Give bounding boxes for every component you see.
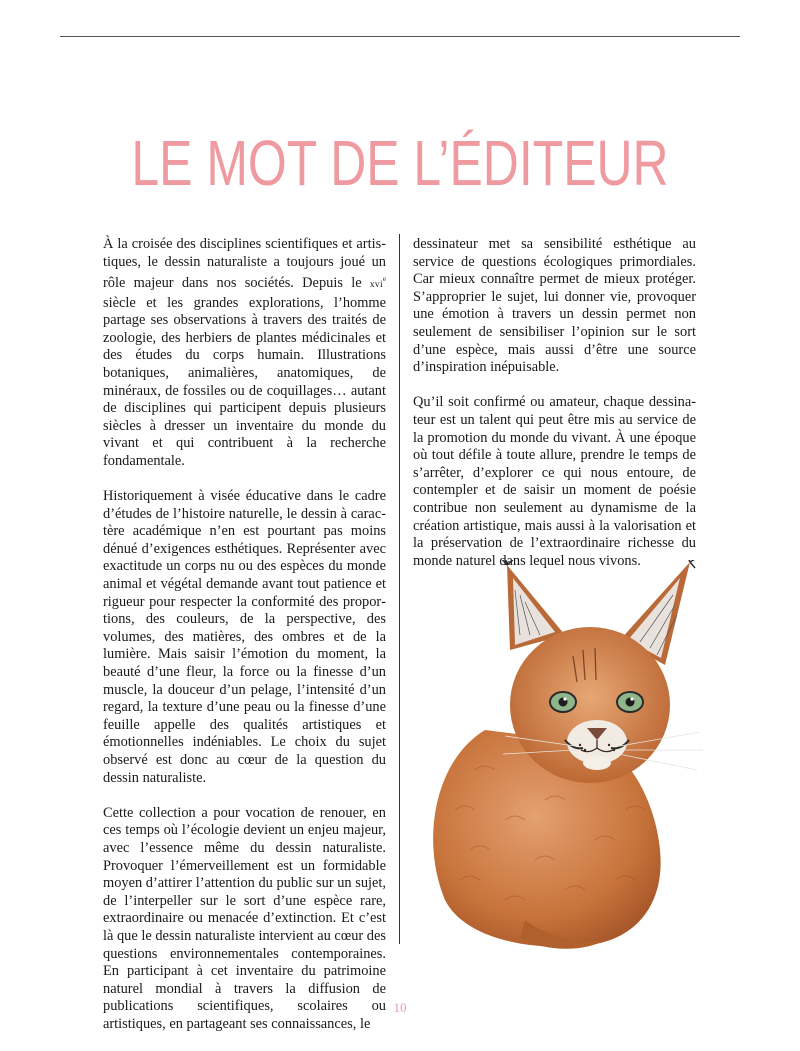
page-title: LE MOT DE L’ÉDITEUR xyxy=(131,126,669,199)
paragraph: Qu’il soit confirmé ou amateur, chaque dessinateur est un talent qui peut être mis au service de la promotion du monde du vivant. À une époque où tout défile à toute allure, prendre le temps de s’arrêter, d’explorer ce qui nous entoure, de contempler et de saisir un moment de poésie contribue non seulement au dynamisme de la création artistique, mais aussi à la valorisation et la préservation de l’extraordinaire richesse du monde naturel dans lequel nous vivons. xyxy=(413,394,696,569)
text-run: siècle et les grandes explorations, l’homme partage ses observations à travers des traités de zoologie, des herbiers de plantes médicinales et des études du corps humain. Illustrations botaniques, animalières, anatomiques, de minéraux, de fossiles ou de coquillages… autant de disciplines qui participent depuis plusieurs siècles à dresser un inventaire du monde du vivant et qui contribuent à la recherche fondamentale. xyxy=(103,294,386,469)
paragraph: dessinateur met sa sensibilité esthétique au service de questions écologiques primordiales. Car mieux connaître permet de mieux protéger. S’approprier le sujet, lui donner vie, provoquer une émotion à travers un dessin permet non seulement de sensibiliser l’opinion sur le sort d’une espèce, mais aussi d’être une source d’inspiration inépuisable. xyxy=(413,236,696,376)
caracal-kitten-icon xyxy=(415,560,705,950)
page-number: 10 xyxy=(393,1000,407,1015)
paragraph: Cette collection a pour vocation de renouer, en ces temps où l’écologie devient un enjeu majeur, avec l’essence même du dessin naturaliste. Provoquer l’émerveillement est un formidable moyen d’attirer l’attention du public sur un sujet, de l’interpeller sur le sort d’une espèce rare, extraordinaire ou menacée d’extinction. Et c’est là que le dessin naturaliste intervient au cœur des questions environnementales contemporaines. En participant à cet inventaire du patrimoine naturel mondial à travers la diffusion de publications scientifiques, scolaires ou artistiques, en partageant ses connaissances, le xyxy=(103,804,386,1032)
paragraph: Historiquement à visée éducative dans le cadre d’études de l’histoire naturelle, le dessin à caractère académique n’en est pourtant pas moins dénué d’exigences esthétiques. Représenter avec exactitude un corps nu ou des espèces du monde animal et végétal demande avant tout patience et rigueur pour respecter la conformité des proportions, des couleurs, de la perspective, des volumes, des matières, des ombres et de la lumière. Mais saisir l’émotion du moment, la beauté d’une fleur, la force ou la finesse d’un muscle, la douceur d’un pelage, l’intensité d’un regard, la texture d’une peau ou la finesse d’une feuille appelle des qualités artistiques et émotionnelles indéniables. Le choix du sujet observé est donc au cœur de la question du dessin naturaliste. xyxy=(103,488,386,786)
century-numeral: xvi xyxy=(369,279,383,290)
text-run: À la croisée des disciplines scientifiques et artistiques, le dessin naturaliste a toujours joué un rôle majeur dans nos sociétés. Depuis le xyxy=(103,236,386,291)
superscript: e xyxy=(382,275,386,284)
left-column xyxy=(103,236,386,1051)
paragraph xyxy=(103,236,386,471)
top-rule xyxy=(60,36,740,37)
right-column xyxy=(413,236,696,588)
column-divider xyxy=(399,234,400,944)
